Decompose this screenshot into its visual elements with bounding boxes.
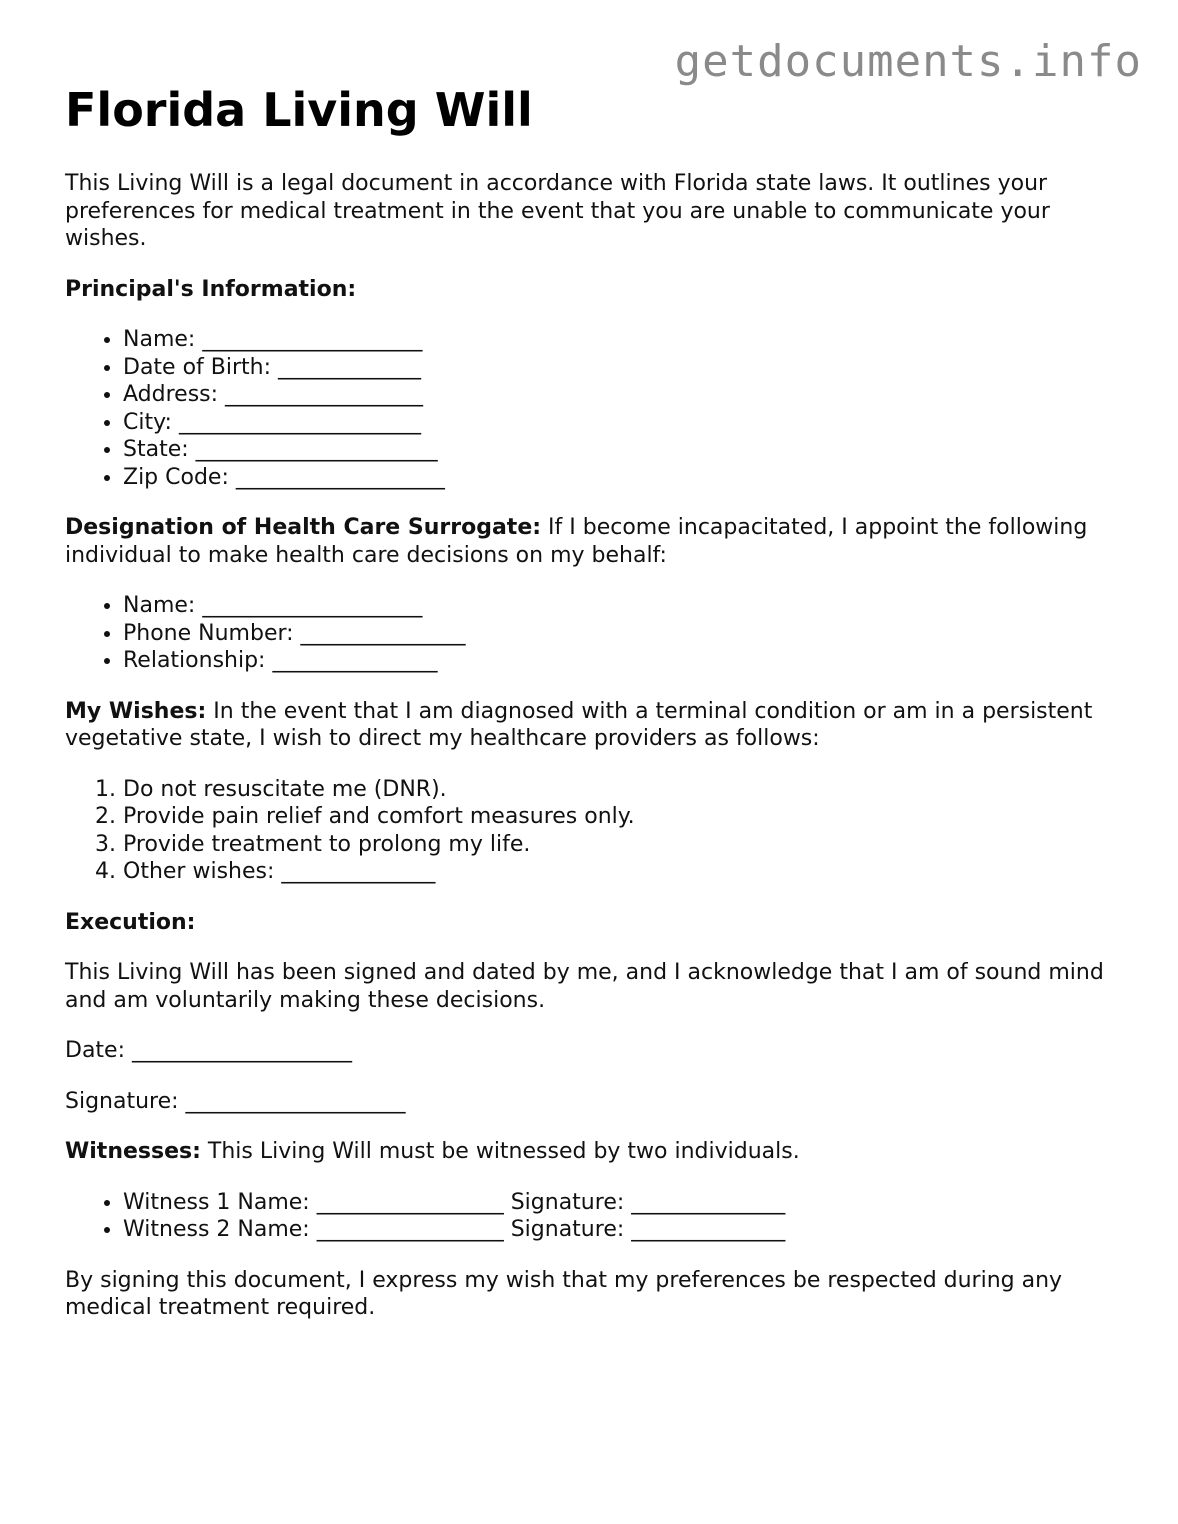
signature-line — [65, 1088, 1125, 1116]
document-title: Florida Living Will — [65, 83, 533, 137]
signature-blank[interactable]: ____________________ — [185, 1088, 406, 1114]
surrogate-phone-field — [123, 620, 1125, 648]
principal-zip-field — [123, 464, 1125, 492]
principal-fields-list — [65, 326, 1125, 491]
witness-signature-label: Signature: — [510, 1217, 625, 1242]
wishes-paragraph — [65, 698, 1125, 753]
witness-signature-label: Signature: — [510, 1189, 625, 1215]
field-blank[interactable]: ______________________ — [195, 437, 438, 462]
wishes-list — [65, 776, 1125, 886]
surrogate-fields-list — [65, 592, 1125, 675]
principal-address-field — [123, 381, 1125, 409]
witness-name-blank[interactable]: _________________ — [316, 1189, 504, 1215]
wish-item: 2. Provide pain relief and comfort measures only. — [123, 803, 1125, 831]
field-label: Date of Birth: — [123, 354, 272, 380]
witnesses-paragraph — [65, 1138, 1125, 1166]
witness-name-label: Witness 1 Name: — [123, 1189, 310, 1215]
principal-heading — [65, 276, 1125, 304]
witnesses-list — [65, 1189, 1125, 1244]
surrogate-text: If I become incapacitated, I appoint the following individual to make health care decisions on my behalf: — [65, 515, 1088, 568]
wish-item-other[interactable]: 4. Other wishes: ______________ — [123, 858, 1125, 886]
field-label: Name: — [123, 327, 196, 352]
surrogate-relationship-field — [123, 647, 1125, 675]
witness-row — [123, 1216, 1125, 1244]
surrogate-name-field — [123, 592, 1125, 620]
field-label: City: — [123, 409, 172, 435]
principal-dob-field — [123, 354, 1125, 382]
field-label: State: — [123, 437, 189, 462]
witness-row — [123, 1189, 1125, 1217]
closing-paragraph: By signing this document, I express my wish that my preferences be respected during any medical treatment required. — [65, 1267, 1063, 1320]
witnesses-heading: Witnesses: — [65, 1139, 201, 1164]
execution-heading — [65, 909, 1125, 937]
witnesses-text: This Living Will must be witnessed by two individuals. — [207, 1139, 800, 1164]
field-blank[interactable]: _______________ — [300, 620, 466, 646]
surrogate-heading: Designation of Health Care Surrogate: — [65, 515, 542, 540]
witness-signature-blank[interactable]: ______________ — [631, 1189, 786, 1215]
wish-item: 1. Do not resuscitate me (DNR). — [123, 776, 1125, 804]
wish-item: 3. Provide treatment to prolong my life. — [123, 831, 1125, 859]
watermark: getdocuments.info — [674, 36, 1142, 87]
field-label: Relationship: — [123, 648, 266, 673]
field-blank[interactable]: _____________ — [278, 354, 422, 380]
field-blank[interactable]: ______________________ — [178, 409, 421, 435]
field-label: Zip Code: — [123, 464, 229, 490]
principal-city-field — [123, 409, 1125, 437]
witness-name-blank[interactable]: _________________ — [316, 1217, 504, 1242]
signature-label: Signature: — [65, 1088, 179, 1114]
field-label: Phone Number: — [123, 620, 294, 646]
field-label: Name: — [123, 593, 196, 618]
execution-heading-text: Execution: — [65, 909, 196, 935]
witness-name-label: Witness 2 Name: — [123, 1217, 310, 1242]
field-blank[interactable]: ___________________ — [235, 464, 445, 490]
date-blank[interactable]: ____________________ — [132, 1038, 352, 1063]
intro-paragraph: This Living Will is a legal document in accordance with Florida state laws. It outlines your preferences for medical treatment in the event that you are unable to communicate your wishes. — [65, 171, 1050, 251]
principal-state-field — [123, 436, 1125, 464]
field-blank[interactable]: ____________________ — [202, 327, 423, 352]
field-blank[interactable]: ____________________ — [202, 593, 423, 618]
witness-signature-blank[interactable]: ______________ — [631, 1217, 786, 1242]
wishes-heading: My Wishes: — [65, 698, 207, 724]
field-blank[interactable]: _______________ — [272, 648, 438, 673]
date-label: Date: — [65, 1038, 125, 1063]
date-line — [65, 1037, 1125, 1065]
execution-text: This Living Will has been signed and dated by me, and I acknowledge that I am of sound mind and am voluntarily making these decisions. — [65, 960, 1104, 1013]
wishes-text: In the event that I am diagnosed with a terminal condition or am in a persistent vegetative state, I wish to direct my healthcare providers as follows: — [65, 698, 1093, 751]
principal-name-field — [123, 326, 1125, 354]
field-label: Address: — [123, 382, 219, 407]
document-page — [65, 82, 1125, 1345]
principal-heading-text: Principal's Information: — [65, 276, 357, 302]
surrogate-paragraph — [65, 514, 1125, 569]
field-blank[interactable]: __________________ — [225, 382, 424, 407]
